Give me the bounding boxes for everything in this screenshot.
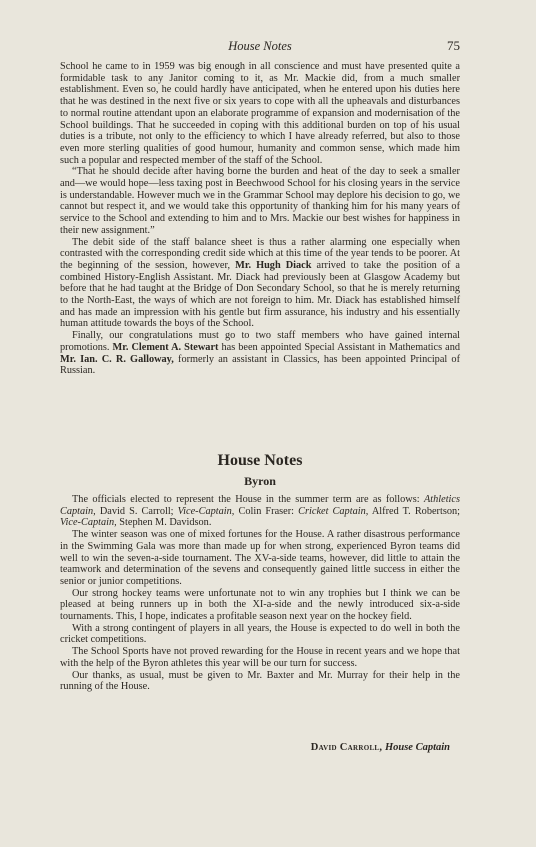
role: Athletics Captain, (60, 494, 460, 517)
text-run: David S. Carroll; (95, 505, 178, 517)
paragraph: “That he should decide after having borne the burden and heat of the day to seek a smaller and—we would hope—less taxing post in Beechwood School for his closing years in the service is understandable. However much we in the Grammar School may deplore his decision to go, we cannot but respect it, and we would take this opportunity of thanking him for his many years of service to the School and extending to him and to Mrs. Mackie our best wishes for happiness in their new assignment.” (60, 166, 460, 236)
paragraph: Our strong hockey teams were unfortunate not to win any trophies but I think we can be pleased at being runners up in both the XI-a-side and the newly introduced six-a-side tournaments. This, I hope, indicates a profitable season next year on the hockey field. (60, 587, 460, 623)
staff-name: Mr. Hugh Diack (235, 259, 312, 271)
paragraph: Our thanks, as usual, must be given to Mr. Baxter and Mr. Murray for their help in the running of the House. (60, 669, 460, 693)
text-run: Stephen M. Davidson. (116, 517, 212, 529)
staff-name: Mr. Ian. C. R. Galloway, (60, 353, 174, 365)
signature (311, 742, 450, 753)
staff-notes-text (60, 61, 460, 377)
paragraph (60, 330, 460, 377)
text-run: Finally, our congratulations must go to two staff members who have gained internal promotions. (60, 330, 460, 353)
text-run: formerly an assistant in Classics, has been appointed Principal of Russian. (60, 353, 461, 377)
signature-role: House Captain (384, 742, 450, 753)
text-run: arrived to take the position of a combined History-English Assistant. Mr. Diack had previously been at Glasgow Academy but before that he had taught at the Bridge of Don Secondary School, so that he is merely returning to the North-East, the ways of which are not foreign to him. Mr. Diack has established himself and has made an impression with his gentle but firm assurance, his industry and his essentially human attitude towards the boys of the School. (60, 259, 460, 330)
paragraph: The winter season was one of mixed fortunes for the House. A rather disastrous performance in the Swimming Gala was more than made up for when strong, experienced Byron teams did well to win the seven-a-side tournament. The XV-a-side teams, however, did little to attain the teamwork and determination of the sevens and consequently gained little success in either the senior or junior competitions. (60, 529, 460, 587)
signature-name: David Carroll, (310, 742, 383, 753)
role: Vice-Captain, (177, 505, 235, 517)
paragraph (60, 494, 460, 529)
text-run: Colin Fraser: (234, 505, 299, 517)
role: Cricket Captain, (298, 505, 369, 517)
running-title: House Notes (228, 39, 292, 53)
text-run: has been appointed Special Assistant in Mathematics and (218, 341, 461, 353)
role: Vice-Captain, (60, 517, 117, 529)
page-number: 75 (447, 38, 460, 53)
text-run: The debit side of the staff balance sheet is thus a rather alarming one especially when contrasted with the corresponding credit side which at this time of the year tends to be poorer. At the beginning of the session, however, (60, 236, 460, 271)
section-title: House Notes (217, 452, 303, 469)
text-run: Alfred T. Robertson; (368, 505, 461, 517)
paragraph: The School Sports have not proved rewarding for the House in recent years and we hope that with the help of the Byron athletes this year will be our turn for success. (60, 646, 460, 669)
house-notes-text (60, 494, 460, 693)
paragraph: With a strong contingent of players in all years, the House is expected to do well in both the cricket competitions. (60, 622, 460, 646)
staff-name: Mr. Clement A. Stewart (112, 341, 219, 353)
house-name-heading: Byron (244, 474, 276, 488)
paragraph (60, 237, 460, 331)
paragraph: School he came to in 1959 was big enough in all conscience and must have presented quite a formidable task to any Janitor coming to it, as Mr. Mackie did, from a much smaller establishment. Even so, he could hardly have anticipated, when he entered upon his duties here that he was destined in the next five or six years to cope with all the upheavals and disturbances to normal routine attendant upon an elaborate programme of expansion and modernisation of the School buildings. That he succeeded in coping with this additional burden on top of his usual duties is a tribute, not only to the efficiency to which I have already referred, but also to those even more sterling qualities of good humour, humanity and common sense, which made him such a popular and respected member of the staff of the School. (60, 61, 460, 166)
running-header (60, 38, 460, 56)
text-run: The officials elected to represent the House in the summer term are as follows: (72, 494, 424, 505)
